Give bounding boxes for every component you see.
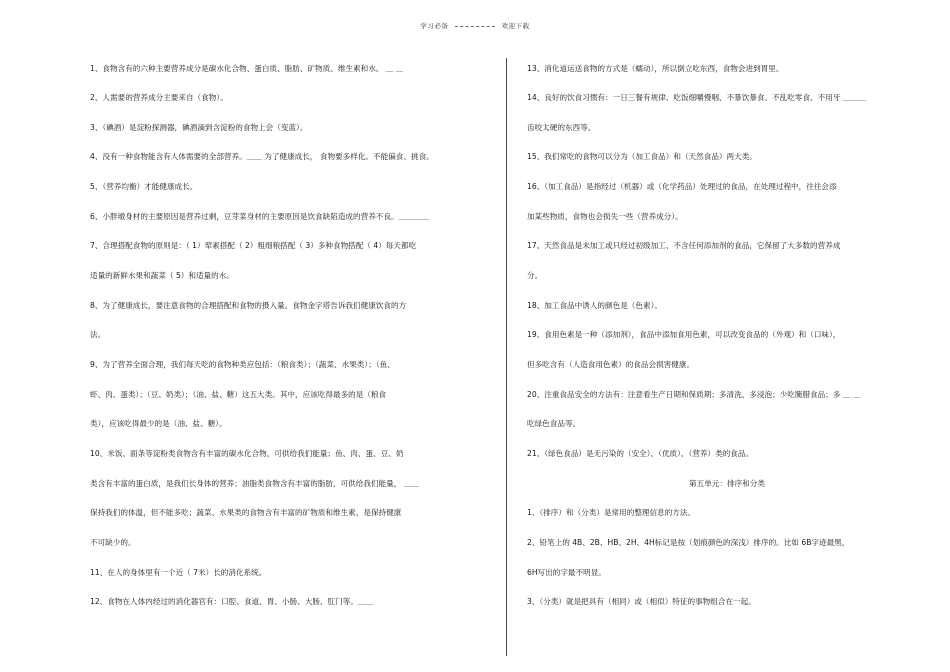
text-line: 保持我们的体温，但不能多吃；蔬菜、水果类的食物含有丰富的矿物质和维生素，是保持健康 [90, 508, 402, 517]
text-line: 分。 [527, 271, 543, 280]
text-line: 加某些物质，食物也会损失一些（营养成分）。 [527, 212, 683, 221]
text-line: 8、为了健康成长，要注意食物的合理搭配和食物的摄入量。食物金字塔告诉我们健康饮食的方 [90, 301, 407, 310]
text-line: 3、（碘酒）是淀粉探测器，碘酒滴到含淀粉的食物上会（变蓝）。 [90, 123, 308, 132]
text-line: 11、在人的身体里有一个近（ 7米）长的消化系统。 [90, 568, 267, 577]
text-line: 但多吃含有（人造食用色素）的食品会损害健康。 [527, 360, 695, 369]
text-line: 17、天然食品是未加工或只经过初级加工、不含任何添加剂的食品，它保留了大多数的营养成 [527, 241, 841, 250]
text-line: 19、食用色素是一种（添加剂），食品中添加食用色素，可以改变食品的（外观）和（口味）， [527, 330, 841, 339]
text-line: 1、食物含有的六种主要营养成分是碳水化合物、蛋白质、脂肪、矿物质、维生素和水。 ＿ ＿ [90, 64, 404, 73]
text-line: 吃绿色食品等。 [527, 419, 581, 428]
text-line: 18、加工食品中诱人的颜色是（色素）。 [527, 301, 662, 310]
text-line: 12、食物在人体内经过的消化器官有：口腔、食道、胃、小肠、大肠、肛门等。＿＿ [90, 597, 374, 606]
text-line: 7、合理搭配食物的原则是：（ 1）荤素搭配（ 2）粗细粮搭配（ 3）多种食物搭配（ 4）每天都吃 [90, 241, 417, 250]
page-header [0, 21, 950, 30]
header-dashes [455, 26, 495, 27]
text-line: 适量的新鲜水果和蔬菜（ 5）和适量的水。 [90, 271, 234, 280]
text-line: 14、良好的饮食习惯有：一日三餐有规律、吃饭细嚼慢咽、不暴饮暴食、不乱吃零食、不用牙 ＿＿＿ [527, 93, 866, 102]
text-line: 9、为了营养全面合理，我们每天吃的食物种类应包括：（粮食类）；（蔬菜、水果类）；（鱼、 [90, 360, 395, 369]
text-line: 类），应该吃得最少的是（油、盐、糖）。 [90, 419, 227, 428]
text-line: 6、小胖墩身材的主要原因是营养过剩，豆芽菜身材的主要原因是饮食缺陷造成的营养不良。＿＿＿＿ [90, 212, 429, 221]
header-right-text: 欢迎下载 [501, 22, 530, 30]
text-line: 16、（加工食品）是指经过（机器）或（化学药品）处理过的食品，在处理过程中，往往会添 [527, 182, 837, 191]
text-line: 齿咬太硬的东西等。 [527, 123, 596, 132]
section-heading: 第五单元：排序和分类 [689, 479, 765, 488]
text-line: 2、铅笔上的 4B、2B、HB、2H、4H标记是按（划痕颜色的深浅）排序的。比如 6B字迹最黑， [527, 538, 850, 547]
text-line: 15、我们常吃的食物可以分为（加工食品）和（天然食品）两大类。 [527, 152, 757, 161]
text-line: 类含有丰富的蛋白质，是我们长身体的营养；油脂类食物含有丰富的脂肪，可供给我们能量， ＿＿ [90, 479, 419, 488]
text-line: 虾、肉、蛋类）；（豆、奶类）；（油、盐、糖）这五大类。其中，应该吃得最多的是（粮食 [90, 390, 387, 399]
text-line: 20、注重食品安全的方法有：注意看生产日期和保质期；多清洗，多浸泡；少吃腌腊食品；多 ＿ ＿ [527, 390, 861, 399]
text-line: 1、（排序）和（分类）是常用的整理信息的方法。 [527, 508, 696, 517]
text-line: 3、（分类）就是把具有（相同）或（相似）特征的事物组合在一起。 [527, 597, 756, 606]
text-line: 21、（绿色食品）是无污染的（安全）、（优质）、（营养）类的食品。 [527, 449, 754, 458]
text-line: 10、米饭、面条等淀粉类食物含有丰富的碳水化合物，可供给我们能量；鱼、肉、蛋、豆、奶 [90, 449, 404, 458]
text-line: 13、消化道运送食物的方式是（蠕动），所以倒立吃东西，食物会进到胃里。 [527, 64, 784, 73]
text-line: 6H写出的字最不明显。 [527, 568, 606, 577]
text-line: 5、（营养均衡）才能健康成长。 [90, 182, 198, 191]
text-line: 法。 [90, 330, 106, 339]
text-line: 不可缺少的。 [90, 538, 136, 547]
header-left-text: 学习必备 [420, 22, 449, 30]
text-line: 4、没有一种食物能含有人体需要的全部营养。＿＿ 为了健康成长， 食物要多样化。不能偏食、挑食。 [90, 152, 434, 161]
column-divider [506, 58, 507, 656]
text-line: 2、人需要的营养成分主要来自（食物）。 [90, 93, 228, 102]
